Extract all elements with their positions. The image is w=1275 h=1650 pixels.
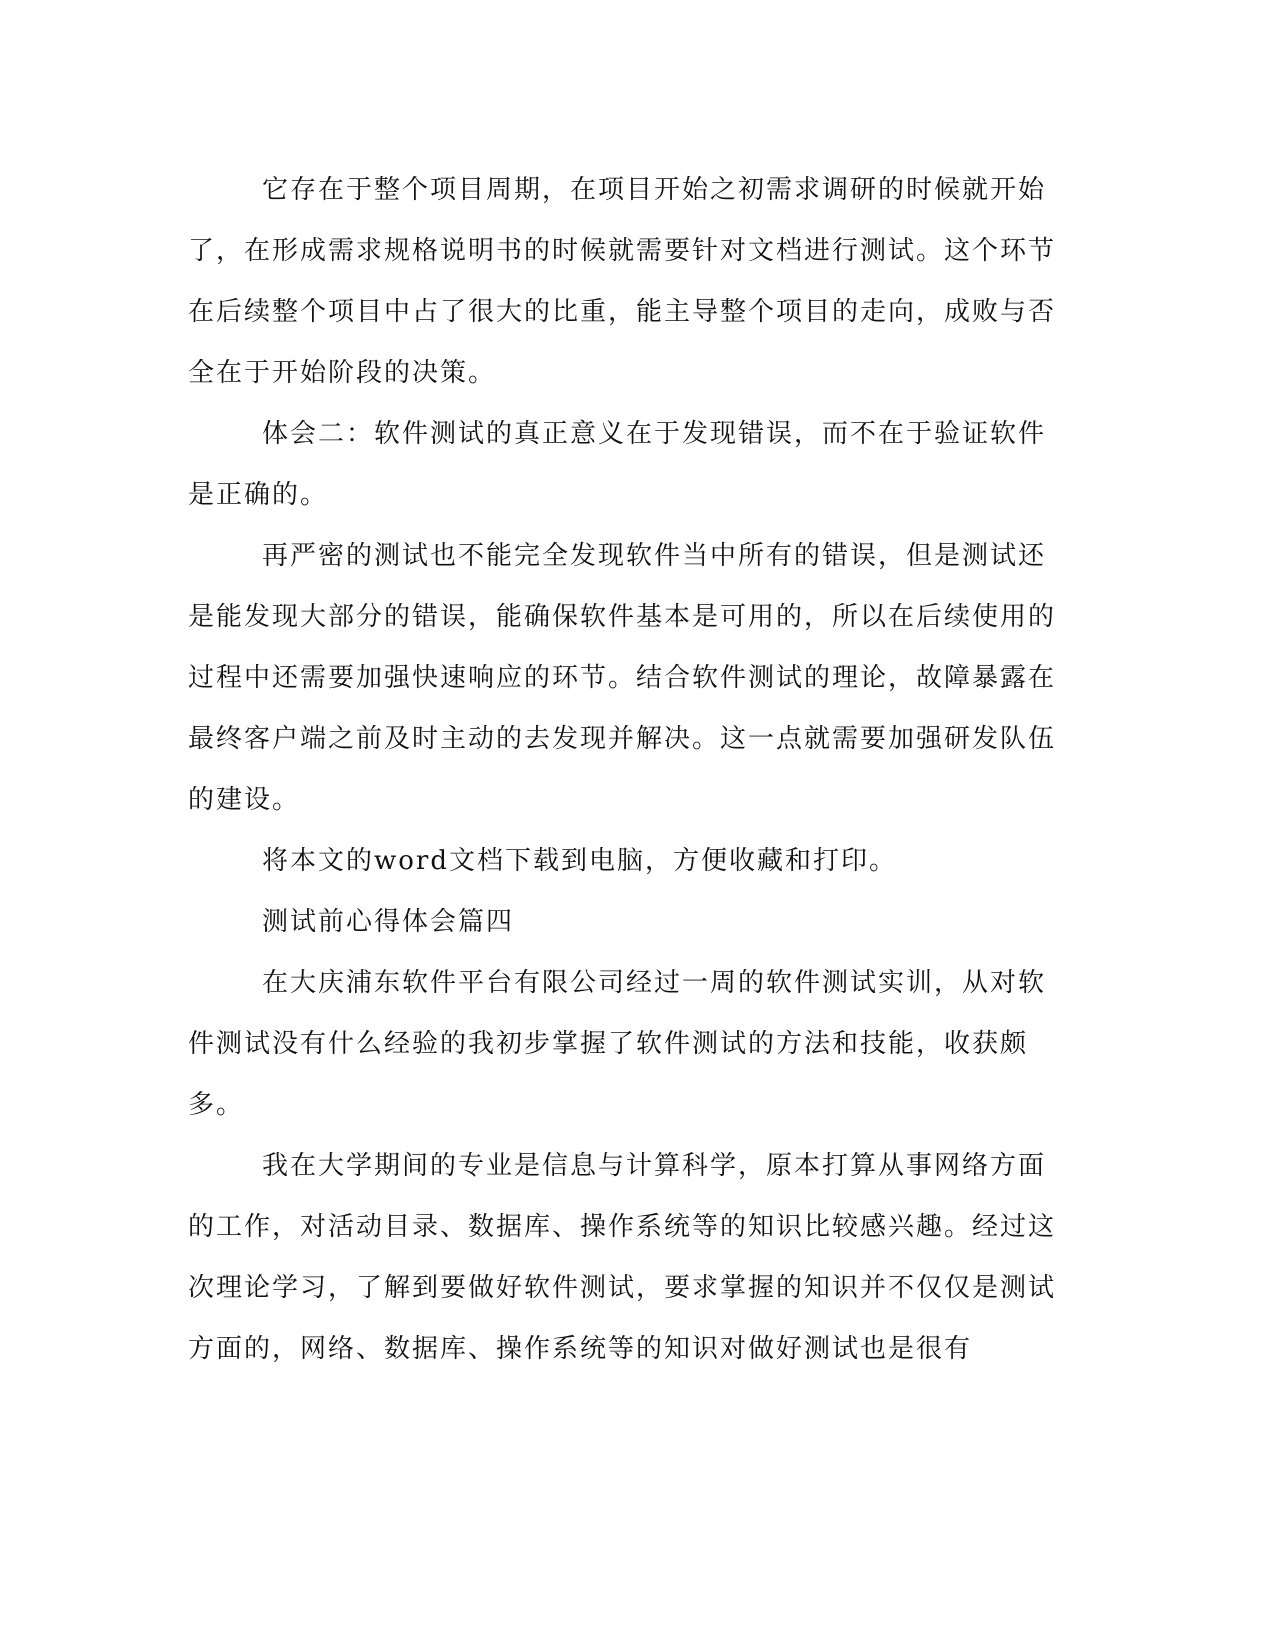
document-body [188, 160, 1068, 1380]
paragraph: 将本文的word文档下载到电脑，方便收藏和打印。 [262, 846, 897, 876]
paragraph: 在大庆浦东软件平台有限公司经过一周的软件测试实训，从对软件测试没有什么经验的我初步掌握了软件测试的方法和技能，收获颇多。 [188, 968, 1047, 1120]
paragraph: 它存在于整个项目周期，在项目开始之初需求调研的时候就开始了，在形成需求规格说明书的时候就需要针对文档进行测试。这个环节在后续整个项目中占了很大的比重，能主导整个项目的走向，成败与否全在于开始阶段的决策。 [188, 175, 1057, 388]
paragraph: 体会二：软件测试的真正意义在于发现错误，而不在于验证软件是正确的。 [188, 419, 1047, 510]
paragraph: 再严密的测试也不能完全发现软件当中所有的错误，但是测试还是能发现大部分的错误，能确保软件基本是可用的，所以在后续使用的过程中还需要加强快速响应的环节。结合软件测试的理论，故障暴露在最终客户端之前及时主动的去发现并解决。这一点就需要加强研发队伍的建设。 [188, 541, 1057, 815]
section-heading: 测试前心得体会篇四 [262, 907, 515, 937]
paragraph: 我在大学期间的专业是信息与计算科学，原本打算从事网络方面的工作，对活动目录、数据库、操作系统等的知识比较感兴趣。经过这次理论学习，了解到要做好软件测试，要求掌握的知识并不仅仅是测试方面的，网络、数据库、操作系统等的知识对做好测试也是很有 [188, 1151, 1057, 1364]
